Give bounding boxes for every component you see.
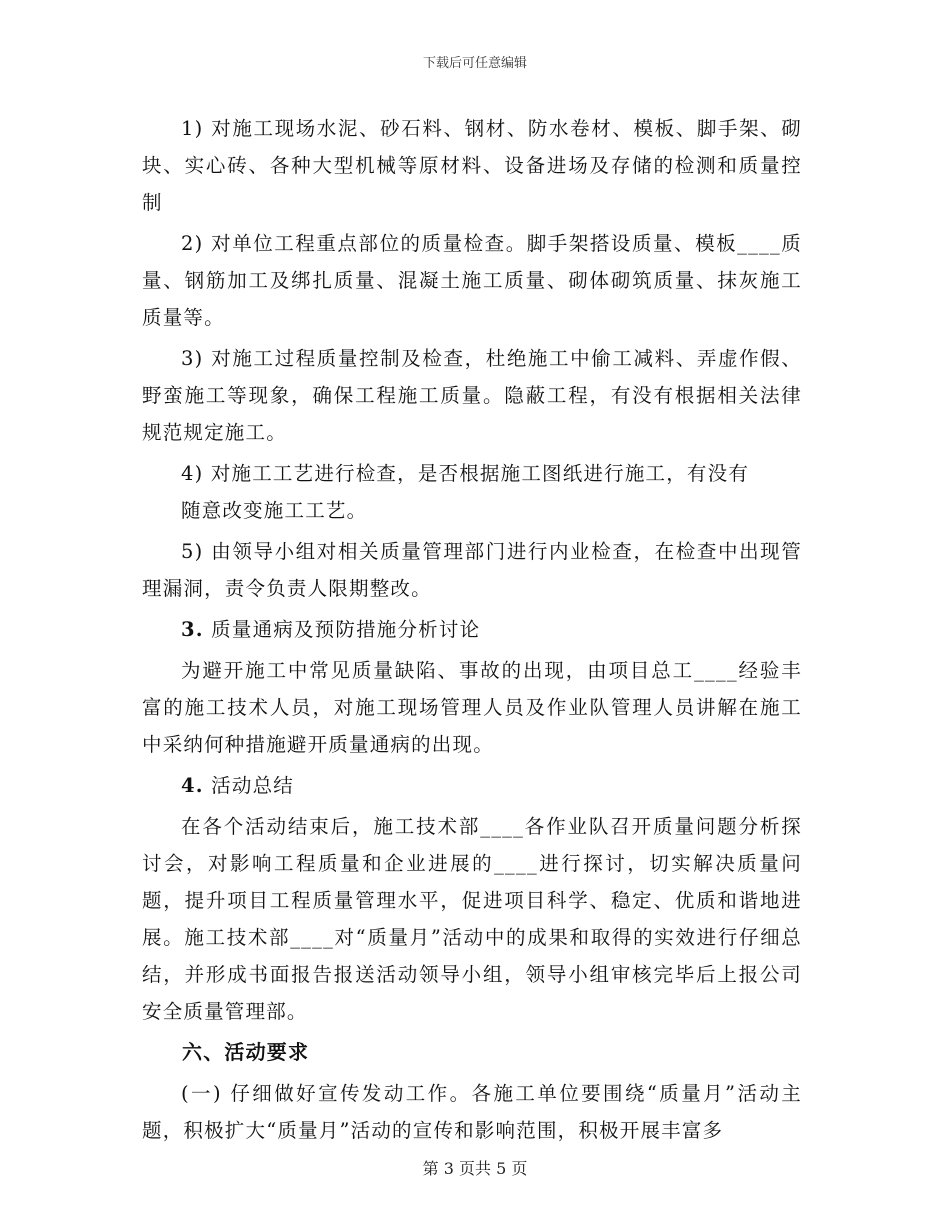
paragraph-4-line-1: 4) 对施工工艺进行检查，是否根据施工图纸进行施工，有没有 — [181, 462, 750, 485]
paragraph-6: 为避开施工中常见质量缺陷、事故的出现，由项目总工____经验丰富的施工技术人员，对施工现场管理人员及作业队管理人员讲解在施工中采纳何种措施避开质量通病的出现。 — [142, 659, 802, 756]
paragraph-3: 3) 对施工过程质量控制及检查，杜绝施工中偷工减料、弄虚作假、野蛮施工等现象，确保工程施工质量。隐蔽工程，有没有根据相关法律规范规定施工。 — [142, 347, 802, 444]
subheading-3 — [142, 611, 802, 648]
subheading-4 — [142, 767, 802, 804]
page-header: 下载后可任意编辑 — [422, 56, 527, 71]
subheading-4-number: 4. — [181, 774, 204, 797]
document-body — [142, 110, 802, 1153]
paragraph-7: 在各个活动结束后，施工技术部____各作业队召开质量问题分析探讨会，对影响工程质量和企业进展的____进行探讨，切实解决质量问题，提升项目工程质量管理水平，促进项目科学、稳定、优质和谐地进展。施工技术部____对“质量月”活动中的成果和取得的实效进行仔细总结，并形成书面报告报送活动领导小组，领导小组审核完毕后上报公司安全质量管理部。 — [142, 815, 802, 1023]
paragraph-8: (一) 仔细做好宣传发动工作。各施工单位要围绕“质量月”活动主题，积极扩大“质量月”活动的宣传和影响范围，积极开展丰富多 — [142, 1082, 802, 1142]
paragraph-2: 2) 对单位工程重点部位的质量检查。脚手架搭设质量、模板____质量、钢筋加工及绑扎质量、混凝土施工质量、砌体砌筑质量、抹灰施工质量等。 — [142, 232, 802, 329]
subheading-3-text: 质量通病及预防措施分析讨论 — [203, 618, 481, 641]
subheading-4-text: 活动总结 — [203, 774, 294, 797]
paragraph-1: 1) 对施工现场水泥、砂石料、钢材、防水卷材、模板、脚手架、砌块、实心砖、各种大型机械等原材料、设备进场及存储的检测和质量控制 — [142, 117, 802, 214]
paragraph-5: 5) 由领导小组对相关质量管理部门进行内业检查，在检查中出现管理漏洞，责令负责人限期整改。 — [142, 540, 802, 600]
page-footer: 第 3 页共 5 页 — [422, 1159, 528, 1178]
section-6-heading: 六、活动要求 — [182, 1040, 310, 1064]
subheading-3-number: 3. — [181, 618, 204, 641]
paragraph-4-line-2: 随意改变施工工艺。 — [181, 499, 368, 522]
